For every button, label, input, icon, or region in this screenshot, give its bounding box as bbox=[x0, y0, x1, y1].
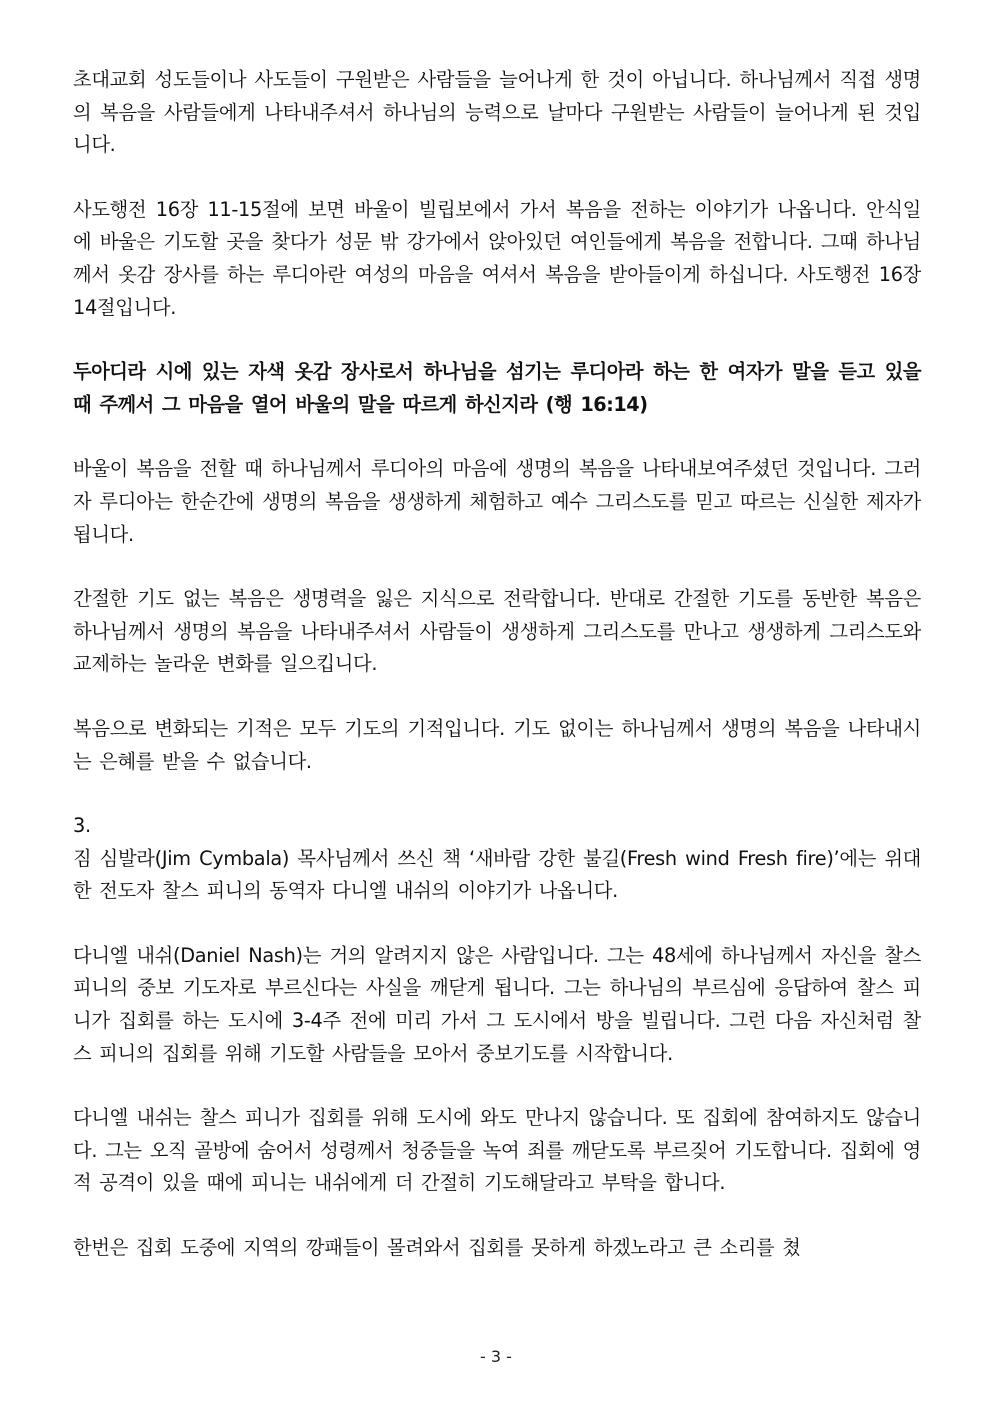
page-number: - 3 - bbox=[480, 1347, 512, 1366]
paragraph-10: 한번은 집회 도중에 지역의 깡패들이 몰려와서 집회를 못하게 하겠노라고 큰 소리를 쳤 bbox=[73, 1236, 801, 1260]
paragraph-9: 다니엘 내쉬는 찰스 피니가 집회를 위해 도시에 와도 만나지 않습니다. 또 집회에 참여하지도 않습니다. 그는 오직 골방에 숨어서 성령께서 청중들을 녹여 죄를 깨닫도록 부르짖어 기도합니다. 집회에 영적 공격이 있을 때에 피니는 내쉬에게 더 간절히 기도해달라고 부탁을 합니다. bbox=[73, 1106, 921, 1195]
paragraph-4: 바울이 복음을 전할 때 하나님께서 루디아의 마음에 생명의 복음을 나타내보여주셨던 것입니다. 그러자 루디아는 한순간에 생명의 복음을 생생하게 체험하고 예수 그리스도를 믿고 따르는 신실한 제자가 됩니다. bbox=[73, 457, 921, 546]
paragraph-5: 간절한 기도 없는 복음은 생명력을 잃은 지식으로 전락합니다. 반대로 간절한 기도를 동반한 복음은 하나님께서 생명의 복음을 나타내주셔서 사람들이 생생하게 그리스도를 만나고 생생하게 그리스도와 교제하는 놀라운 변화를 일으킵니다. bbox=[73, 587, 921, 676]
paragraph-6: 복음으로 변화되는 기적은 모두 기도의 기적입니다. 기도 없이는 하나님께서 생명의 복음을 나타내시는 은혜를 받을 수 없습니다. bbox=[73, 716, 921, 773]
scripture-quote: 두아디라 시에 있는 자색 옷감 장사로서 하나님을 섬기는 루디아라 하는 한 여자가 말을 듣고 있을 때 주께서 그 마음을 열어 바울의 말을 따르게 하신지라 (행 16:14) bbox=[73, 360, 921, 416]
paragraph-2: 사도행전 16장 11-15절에 보면 바울이 빌립보에서 가서 복음을 전하는 이야기가 나옵니다. 안식일에 바울은 기도할 곳을 찾다가 성문 밖 강가에서 앉아있던 여인들에게 복음을 전합니다. 그때 하나님께서 옷감 장사를 하는 루디아란 여성의 마음을 여셔서 복음을 받아들이게 하십니다. 사도행전 16장 14절입니다. bbox=[73, 197, 921, 319]
document-body bbox=[73, 64, 921, 1265]
paragraph-1: 초대교회 성도들이나 사도들이 구원받은 사람들을 늘어나게 한 것이 아닙니다. 하나님께서 직접 생명의 복음을 사람들에게 나타내주셔서 하나님의 능력으로 날마다 구원받는 사람들이 늘어나게 된 것입니다. bbox=[73, 68, 921, 157]
paragraph-8: 다니엘 내쉬(Daniel Nash)는 거의 알려지지 않은 사람입니다. 그는 48세에 하나님께서 자신을 찰스 피니의 중보 기도자로 부르신다는 사실을 깨닫게 됩니다. 그는 하나님의 부르심에 응답하여 찰스 피니가 집회를 하는 도시에 3-4주 전에 미리 가서 그 도시에서 방을 빌립니다. 그런 다음 자신처럼 찰스 피니의 집회를 위해 기도할 사람들을 모아서 중보기도를 시작합니다. bbox=[73, 943, 921, 1065]
section-3 bbox=[73, 810, 921, 908]
section-number: 3. bbox=[73, 814, 91, 838]
paragraph-7: 짐 심발라(Jim Cymbala) 목사님께서 쓰신 책 ‘새바람 강한 불길(Fresh wind Fresh fire)’에는 위대한 전도자 찰스 피니의 동역자 다니엘 내쉬의 이야기가 나옵니다. bbox=[73, 846, 921, 903]
